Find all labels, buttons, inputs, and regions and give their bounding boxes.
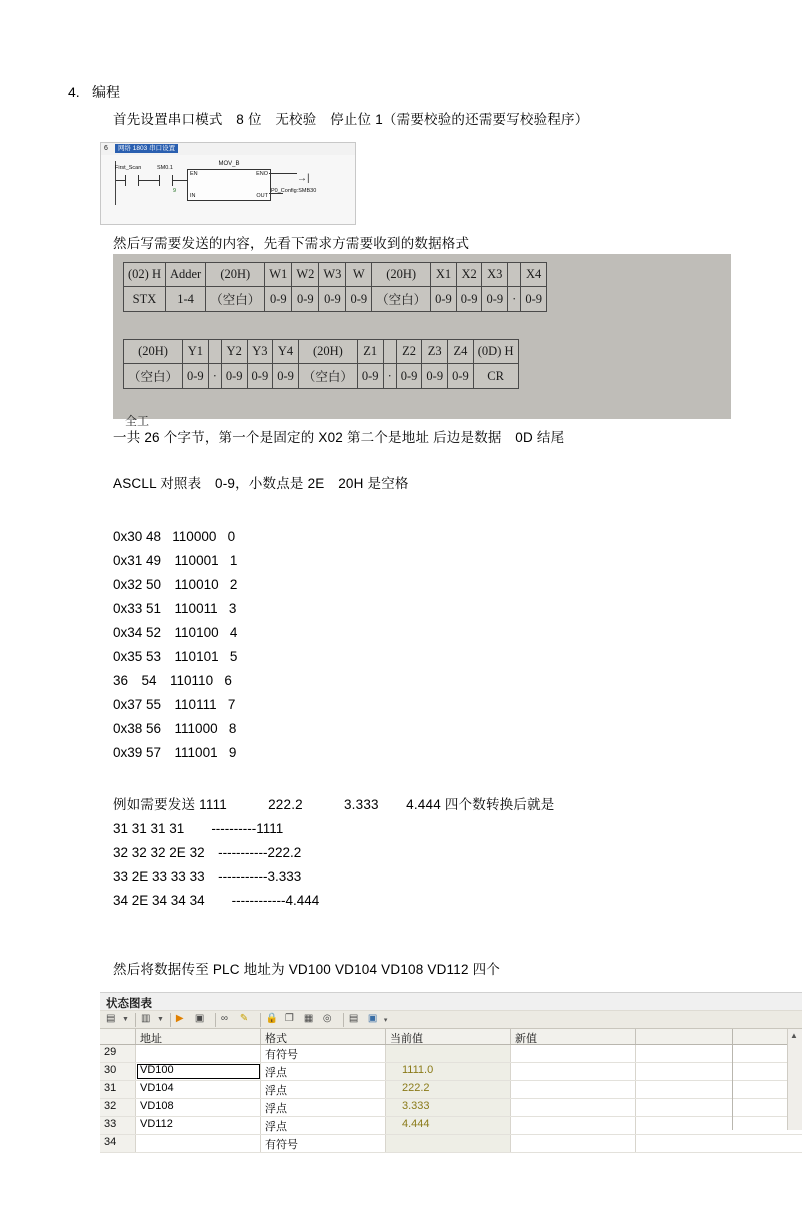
- example-line: 34 2E 34 34 34 ------------4.444: [113, 893, 320, 908]
- cell: 0-9: [357, 364, 383, 389]
- cell: Y2: [221, 340, 247, 364]
- toolbar-divider: [260, 1013, 261, 1027]
- cell: 0-9: [292, 287, 319, 312]
- mov-b-title: MOV_B: [218, 161, 240, 167]
- cell: Y4: [273, 340, 299, 364]
- cell-format[interactable]: 浮点: [261, 1063, 386, 1080]
- row-index: 34: [100, 1135, 136, 1152]
- row-index: 33: [100, 1117, 136, 1134]
- cell-new-value[interactable]: [511, 1063, 636, 1080]
- paragraph-byte-count: 一共 26 个字节，第一个是固定的 X02 第二个是地址 后边是数据 0D 结尾: [113, 430, 565, 445]
- cell: X1: [431, 263, 457, 287]
- contact-icon-1: [125, 175, 139, 186]
- color-icon[interactable]: ▣: [367, 1013, 378, 1024]
- table-row[interactable]: [100, 1099, 802, 1117]
- ladder-diagram-screenshot: [100, 142, 356, 225]
- vertical-scrollbar[interactable]: [787, 1029, 802, 1130]
- cell-current-value: 4.444: [386, 1117, 511, 1134]
- cell-current-value: 3.333: [386, 1099, 511, 1116]
- table-right-border: [732, 1029, 733, 1130]
- cell-new-value[interactable]: [511, 1135, 636, 1152]
- cell-current-value: [386, 1045, 511, 1062]
- cell: 0-9: [247, 364, 273, 389]
- cell: 0-9: [319, 287, 346, 312]
- ascii-row: 0x37 55 110111 7: [113, 697, 236, 712]
- table-row: [124, 340, 519, 364]
- cell: W3: [319, 263, 346, 287]
- column-header-format: 格式: [261, 1029, 386, 1044]
- ascii-row: 0x39 57 111001 9: [113, 745, 237, 760]
- cell-current-value: 222.2: [386, 1081, 511, 1098]
- mov-b-en: EN: [190, 171, 198, 177]
- cell-format[interactable]: 浮点: [261, 1117, 386, 1134]
- cell: X4: [521, 263, 547, 287]
- mov-b-in: IN: [190, 193, 196, 199]
- cell: 0-9: [521, 287, 547, 312]
- cell-format[interactable]: 有符号: [261, 1135, 386, 1152]
- column-header-new: 新值: [511, 1029, 636, 1044]
- protocol-photo-tail-text: 全工: [125, 414, 150, 428]
- cell-spacer: [636, 1135, 802, 1152]
- toolbar-divider: [343, 1013, 344, 1027]
- cell: Adder: [165, 263, 205, 287]
- table-row: [124, 287, 547, 312]
- cell: STX: [124, 287, 166, 312]
- paragraph-example: 例如需要发送 1111 222.2 3.333 4.444 四个数转换后就是: [113, 797, 555, 812]
- contact-icon-2: [159, 175, 173, 186]
- protocol-table-top: [123, 262, 547, 312]
- cell: 0-9: [221, 364, 247, 389]
- cell: 0-9: [346, 287, 372, 312]
- network-title: 网络 1803 串口设置: [115, 144, 178, 153]
- chevron-down-icon[interactable]: ▼: [156, 1016, 164, 1023]
- ascii-row: 0x30 48 110000 0: [113, 529, 236, 544]
- cell-format[interactable]: 浮点: [261, 1099, 386, 1116]
- cell: [383, 340, 396, 364]
- cell: (02) H: [124, 263, 166, 287]
- status-chart-table[interactable]: [100, 1029, 802, 1151]
- paragraph-serial-setup: 首先设置串口模式 8 位 无校验 停止位 1（需要校验的还需要写校验程序）: [113, 112, 589, 127]
- eno-wire: [269, 173, 297, 174]
- cell: （空白）: [298, 364, 357, 389]
- lock-icon[interactable]: 🔒: [265, 1013, 279, 1024]
- glasses-icon[interactable]: ∞: [220, 1013, 229, 1024]
- cell-address[interactable]: VD104: [136, 1081, 261, 1098]
- wire-segment-1: [116, 180, 125, 181]
- column-header-index: [100, 1029, 136, 1044]
- table-row[interactable]: [100, 1081, 802, 1099]
- table-row[interactable]: [100, 1045, 802, 1063]
- example-line: 32 32 32 2E 32 -----------222.2: [113, 845, 302, 860]
- section-heading: [68, 82, 120, 102]
- grid-icon[interactable]: ▤: [348, 1013, 359, 1024]
- example-line: 31 31 31 31 ----------1111: [113, 821, 284, 836]
- chart-icon[interactable]: ▤: [106, 1013, 116, 1024]
- mov-b-eno: ENO: [256, 171, 268, 177]
- cell: W: [346, 263, 372, 287]
- cell: （空白）: [124, 364, 183, 389]
- row-index: 30: [100, 1063, 136, 1080]
- wire-segment-3: [173, 180, 187, 181]
- ascii-row: 0x32 50 110010 2: [113, 577, 238, 592]
- cell: Y3: [247, 340, 273, 364]
- ascii-row: 0x31 49 110001 1: [113, 553, 238, 568]
- example-line: 33 2E 33 33 33 -----------3.333: [113, 869, 302, 884]
- contact2-label: SM0.1: [157, 165, 173, 171]
- cell: Z4: [448, 340, 474, 364]
- ascii-row: 0x34 52 110100 4: [113, 625, 238, 640]
- cell-spacer: [636, 1081, 802, 1098]
- cell: (20H): [298, 340, 357, 364]
- cell-spacer: [636, 1099, 802, 1116]
- cell-new-value[interactable]: [511, 1081, 636, 1098]
- column-header-address: 地址: [136, 1029, 261, 1044]
- folder-open-icon[interactable]: ▥: [140, 1013, 151, 1024]
- status-chart-toolbar[interactable]: [100, 1010, 802, 1029]
- protocol-table-bottom: [123, 339, 519, 389]
- protocol-photo-inner: [123, 262, 721, 428]
- copy-icon[interactable]: ❐: [284, 1013, 294, 1024]
- cell-new-value[interactable]: [511, 1099, 636, 1116]
- ascii-row: 0x35 53 110101 5: [113, 649, 238, 664]
- cell: ·: [208, 364, 221, 389]
- table-row: [124, 364, 519, 389]
- cell: X3: [482, 263, 508, 287]
- binocular-icon[interactable]: ◎: [322, 1013, 332, 1024]
- cell-address[interactable]: VD108: [136, 1099, 261, 1116]
- status-chart-screenshot: [100, 992, 802, 1151]
- run-icon[interactable]: ▶: [175, 1013, 184, 1024]
- cell-current-value: 1111.0: [386, 1063, 511, 1080]
- mov-b-instruction-box: [187, 161, 271, 201]
- cell-spacer: [636, 1063, 802, 1080]
- table-row[interactable]: [100, 1063, 802, 1081]
- ascii-row: 0x38 56 111000 8: [113, 721, 237, 736]
- cell: X2: [456, 263, 482, 287]
- cell: （空白）: [206, 287, 265, 312]
- cell: 0-9: [183, 364, 209, 389]
- contact1-label: First_Scan: [115, 165, 142, 171]
- table-row[interactable]: [100, 1135, 802, 1153]
- cell: 0-9: [396, 364, 422, 389]
- table-header-row: [100, 1029, 802, 1045]
- cell-format[interactable]: 浮点: [261, 1081, 386, 1098]
- mov-b-in-value: 9: [173, 188, 177, 194]
- section-number: 4.: [68, 84, 80, 100]
- mov-b-out: OUT: [256, 193, 268, 199]
- paragraph-ascii-title: ASCLL 对照表 0-9，小数点是 2E 20H 是空格: [113, 476, 409, 491]
- cell: Z1: [357, 340, 383, 364]
- column-header-current: 当前值: [386, 1029, 511, 1044]
- cell-address[interactable]: VD112: [136, 1117, 261, 1134]
- stop-icon[interactable]: ▣: [194, 1013, 205, 1024]
- cell: ·: [383, 364, 396, 389]
- cell: （空白）: [372, 287, 431, 312]
- cell: 0-9: [273, 364, 299, 389]
- cell-address[interactable]: VD100: [136, 1063, 261, 1080]
- cell-spacer: [636, 1045, 802, 1062]
- cell: 0-9: [265, 287, 292, 312]
- cell: 0-9: [482, 287, 508, 312]
- cell: [508, 263, 521, 287]
- table-row: [124, 263, 547, 287]
- toolbar-divider: [135, 1013, 136, 1027]
- cell: (20H): [124, 340, 183, 364]
- cell-current-value: [386, 1135, 511, 1152]
- ascii-row: 0x33 51 110011 3: [113, 601, 237, 616]
- cell: Z3: [422, 340, 448, 364]
- ascii-row: 36 54 110110 6: [113, 673, 232, 688]
- cell: W2: [292, 263, 319, 287]
- row-index: 31: [100, 1081, 136, 1098]
- cell: 0-9: [431, 287, 457, 312]
- section-title: 编程: [92, 84, 120, 100]
- cell: 0-9: [448, 364, 474, 389]
- cell-new-value[interactable]: [511, 1117, 636, 1134]
- cell-format[interactable]: 有符号: [261, 1045, 386, 1062]
- cell-new-value[interactable]: [511, 1045, 636, 1062]
- cell-spacer: [636, 1117, 802, 1134]
- cell: CR: [473, 364, 518, 389]
- out-operand-label: P0_Config:SMB30: [271, 188, 317, 194]
- end-coil-icon: →|: [297, 173, 310, 184]
- protocol-format-photo: [113, 254, 731, 428]
- cell: 1-4: [165, 287, 205, 312]
- table-row[interactable]: [100, 1117, 802, 1135]
- cell: Y1: [183, 340, 209, 364]
- status-chart-title: 状态图表: [106, 998, 152, 1010]
- row-index: 32: [100, 1099, 136, 1116]
- ladder-canvas: [101, 155, 355, 224]
- chevron-down-icon[interactable]: ▾: [383, 1016, 388, 1024]
- paragraph-transfer: 然后将数据传至 PLC 地址为 VD100 VD104 VD108 VD112 四个: [113, 962, 501, 977]
- column-header-spacer: [636, 1029, 802, 1044]
- cell: (20H): [206, 263, 265, 287]
- cell: W1: [265, 263, 292, 287]
- scroll-up-arrow-icon[interactable]: ▲: [790, 1031, 798, 1040]
- toolbar-divider: [215, 1013, 216, 1027]
- pencil-icon[interactable]: ✎: [239, 1013, 249, 1024]
- cell-address[interactable]: [136, 1045, 261, 1062]
- cell: ·: [508, 287, 521, 312]
- cell: 0-9: [456, 287, 482, 312]
- cell: (0D) H: [473, 340, 518, 364]
- cell: Z2: [396, 340, 422, 364]
- cell-address[interactable]: [136, 1135, 261, 1152]
- paragraph-send-content: 然后写需要发送的内容，先看下需求方需要收到的数据格式: [113, 236, 470, 251]
- row-index: 29: [100, 1045, 136, 1062]
- rung-number: 6: [104, 145, 108, 152]
- chevron-down-icon[interactable]: ▼: [122, 1016, 129, 1023]
- cell: (20H): [372, 263, 431, 287]
- toolbar-divider: [170, 1013, 171, 1027]
- wire-segment-2: [139, 180, 159, 181]
- cell: [208, 340, 221, 364]
- cell: 0-9: [422, 364, 448, 389]
- paste-icon[interactable]: ▦: [303, 1013, 314, 1024]
